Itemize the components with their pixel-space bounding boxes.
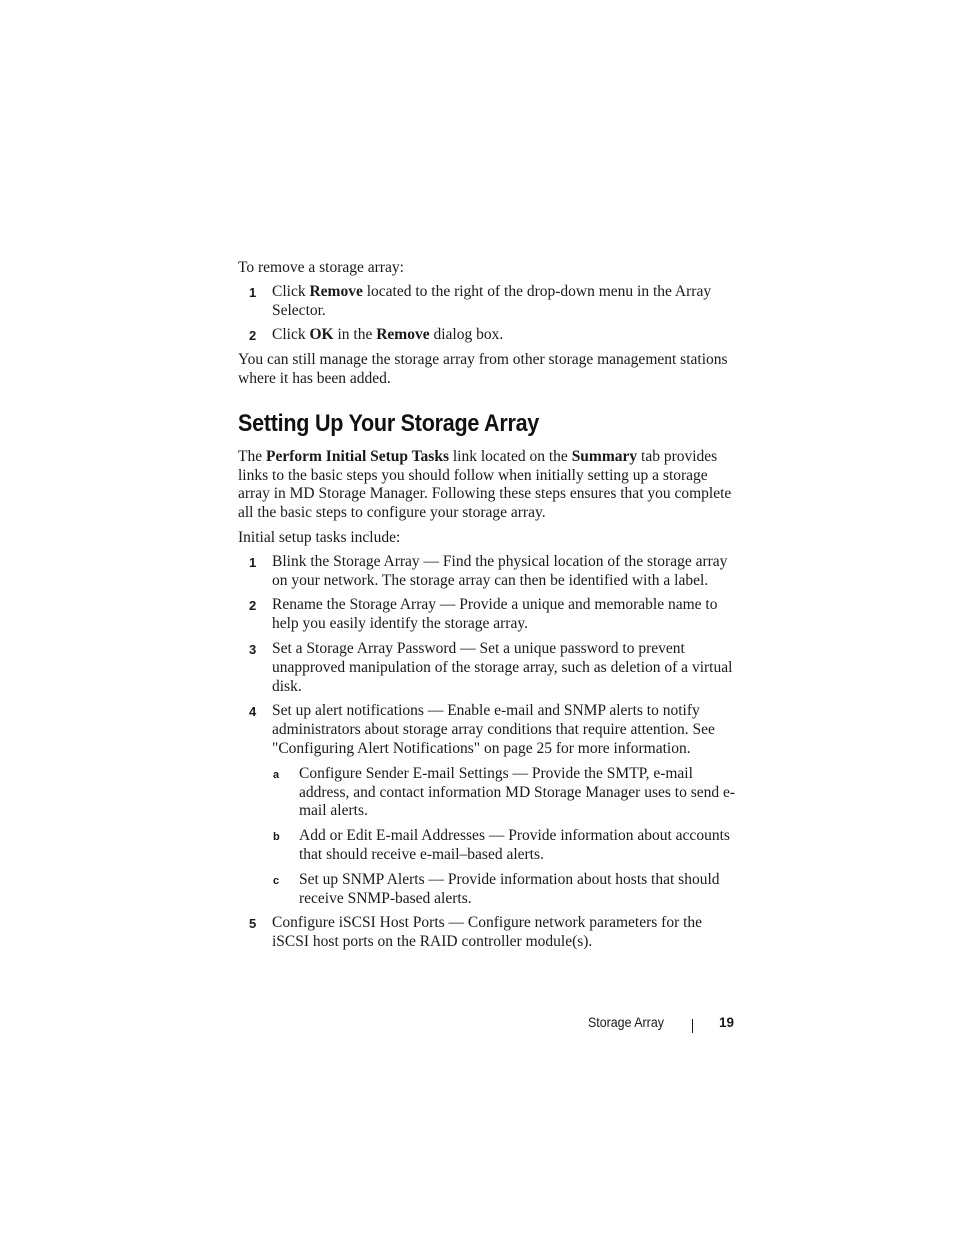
subtask-letter: b	[273, 831, 280, 844]
footer-section-name: Storage Array	[588, 1015, 664, 1030]
remove-step-2	[238, 326, 738, 345]
step-number: 2	[249, 598, 257, 614]
tasks-lead: Initial setup tasks include:	[238, 528, 401, 546]
footer-separator	[692, 1019, 693, 1033]
remove-step-1	[238, 283, 738, 321]
subtask-letter: c	[273, 874, 280, 887]
task-text: Set up alert notifications — Enable e-mail and SNMP alerts to notify administrators about storage array conditions that require attention. See "Configuring Alert Notifications" on page 25 for more information.	[272, 702, 715, 757]
step-number: 1	[249, 284, 257, 300]
step-text: Click	[272, 282, 310, 300]
subtask-item-b	[238, 827, 738, 865]
step-number: 1	[249, 554, 257, 570]
section-paragraph	[238, 448, 738, 523]
step-number: 4	[249, 704, 257, 720]
ui-term-perform-initial-setup-tasks: Perform Initial Setup Tasks	[265, 447, 449, 465]
subtask-item-c	[238, 871, 738, 909]
subtask-text: Set up SNMP Alerts — Provide information about hosts that should receive SNMP-based alerts.	[299, 870, 720, 907]
page-footer	[588, 1014, 736, 1034]
step-text: located to the right of the drop-down menu in the Array Selector.	[272, 282, 712, 319]
task-item-4	[238, 702, 738, 758]
task-item-2	[238, 596, 738, 634]
step-number: 5	[249, 916, 257, 932]
subtask-text: Configure Sender E-mail Settings — Provide the SMTP, e-mail address, and contact information MD Storage Manager uses to send e-mail alerts.	[299, 764, 736, 820]
subtask-text: Add or Edit E-mail Addresses — Provide information about accounts that should receive e-mail–based alerts.	[299, 827, 730, 863]
section-heading: Setting Up Your Storage Array	[238, 409, 540, 437]
step-text: Click	[272, 326, 310, 344]
remove-note: You can still manage the storage array from other storage management stations where it has been added.	[238, 351, 728, 387]
page-number: 19	[719, 1015, 735, 1030]
remove-intro: To remove a storage array:	[238, 259, 404, 276]
ui-term-ok: OK	[309, 326, 334, 344]
page-body	[238, 259, 738, 958]
para-text: The	[238, 447, 266, 465]
step-text: in the	[333, 326, 377, 344]
ui-term-remove: Remove	[376, 326, 430, 344]
task-item-3	[238, 640, 738, 696]
para-text: tab provides links to the basic steps you should follow when initially setting up a storage array in MD Storage Manager. Following these steps ensures that you complete all the basic steps to configure your storage array.	[238, 447, 732, 522]
task-text: Configure iSCSI Host Ports — Configure network parameters for the iSCSI host ports on the RAID controller module(s).	[272, 914, 703, 951]
task-text: Blink the Storage Array — Find the physical location of the storage array on your network. The storage array can then be identified with a label.	[272, 552, 728, 589]
step-number: 2	[249, 328, 257, 344]
task-text: Rename the Storage Array — Provide a unique and memorable name to help you easily identify the storage array.	[272, 596, 718, 633]
ui-term-remove: Remove	[309, 282, 363, 300]
step-text: dialog box.	[429, 326, 504, 344]
task-item-1	[238, 553, 738, 591]
para-text: link located on the	[449, 447, 572, 465]
subtask-letter: a	[273, 768, 280, 781]
ui-term-summary: Summary	[571, 447, 638, 465]
step-number: 3	[249, 641, 257, 657]
subtask-item-a	[238, 765, 738, 821]
task-text: Set a Storage Array Password — Set a unique password to prevent unapproved manipulation of the storage array, such as deletion of a virtual disk.	[272, 639, 733, 695]
task-item-5	[238, 914, 738, 952]
